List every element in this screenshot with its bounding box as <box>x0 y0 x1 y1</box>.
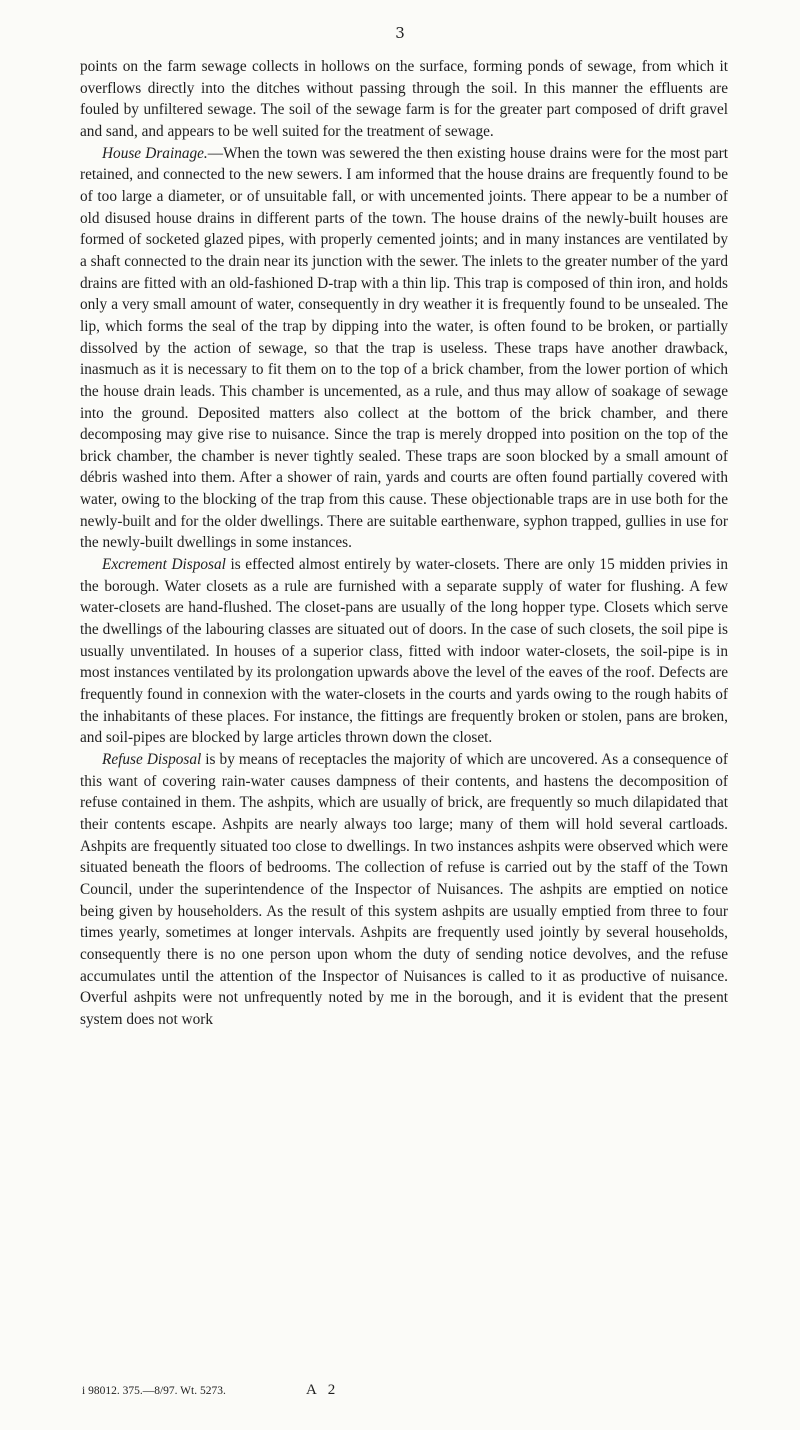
page-number: 3 <box>395 24 405 42</box>
page-footer <box>82 1382 728 1398</box>
print-code: i 98012. 375.—8/97. Wt. 5273. <box>82 1385 226 1397</box>
section-heading-refuse-disposal: Refuse Disposal <box>102 751 202 768</box>
paragraph-text: points on the farm sewage collects in hollows on the surface, forming ponds of sewage, from which it overflows directly into the ditches without passing through the soil. In this manner the effluents are fouled by unfiltered sewage. The soil of the sewage farm is for the greater part composed of drift gravel and sand, and appears to be well suited for the treatment of sewage. <box>80 58 728 140</box>
signature-mark: A 2 <box>306 1382 340 1398</box>
paragraph-sewage-farm <box>80 56 728 143</box>
paragraph-text: is effected almost entirely by water-closets. There are only 15 midden privies in the borough. Water closets as a rule are furnished with a separate supply of water for flushing. A few water-closets are hand-flushed. The closet-pans are usually of the long hopper type. Closets which serve the dwellings of the labouring classes are situated out of doors. In the case of such closets, the soil pipe is usually unventilated. In houses of a superior class, fitted with indoor water-closets, the soil-pipe is in most instances ventilated by its prolongation upwards above the level of the eaves of the roof. Defects are frequently found in connexion with the water-closets in the courts and yards owing to the rough habits of the inhabitants of these places. For instance, the fittings are frequently broken or stolen, pans are broken, and soil-pipes are blocked by large articles thrown down the closet. <box>80 556 728 747</box>
document-body <box>80 56 728 1031</box>
section-heading-excrement-disposal: Excrement Disposal <box>102 556 226 574</box>
paragraph-text: is by means of receptacles the majority of which are uncovered. As a consequence of this want of covering rain-water causes dampness of their contents, and hastens the decomposition of refuse contained in them. The ashpits, which are usually of brick, are frequently so much dilapidated that their contents escape. Ashpits are nearly always too large; many of them will hold several cartloads. Ashpits are frequently situated too close to dwellings. In two instances ashpits were observed which were situated beneath the floors of bedrooms. The collection of refuse is carried out by the staff of the Town Council, under the superintendence of the Inspector of Nuisances. The ashpits are emptied on notice being given by householders. As the result of this system ashpits are usually emptied from three to four times yearly, sometimes at longer intervals. Ashpits are frequently used jointly by several households, consequently there is no one person upon whom the duty of sending notice devolves, and the refuse accumulates until the attention of the Inspector of Nuisances is called to it as productive of nuisance. Overful ashpits were not unfrequently noted by me in the borough, and it is evident that the present system does not work <box>80 751 728 1028</box>
section-heading-house-drainage: House Drainage. <box>102 144 208 162</box>
paragraph-text: —When the town was sewered the then existing house drains were for the most part retained, and connected to the new sewers. I am informed that the house drains are frequently found to be of too large a diameter, or of unsuitable fall, or with uncemented joints. There appear to be a number of old disused house drains in different parts of the town. The house drains of the newly-built houses are formed of socketed glazed pipes, with properly cemented joints; and in many instances are ventilated by a shaft connected to the drain near its junction with the sewer. The inlets to the greater number of the yard drains are fitted with an old-fashioned D-trap with a thin lip. This trap is composed of thin iron, and holds only a very small amount of water, consequently in dry weather it is frequently found to be unsealed. The lip, which forms the seal of the trap by dipping into the water, is often found to be broken, or partially dissolved by the action of sewage, so that the trap is useless. These traps have another drawback, inasmuch as it is necessary to fit them on to the top of a brick chamber, from the lower portion of which the house drain leads. This chamber is uncemented, as a rule, and thus may allow of soakage of sewage into the ground. Deposited matters also collect at the bottom of the brick chamber, and there decomposing may give rise to nuisance. Since the trap is merely dropped into position on the top of the brick chamber, the chamber is never tightly sealed. These traps are soon blocked by a small amount of débris washed into them. After a shower of rain, yards and courts are often found partially covered with water, owing to the blocking of the trap from this cause. These objectionable traps are in use both for the newly-built and for the older dwellings. There are suitable earthenware, syphon trapped, gullies in use for the newly-built dwellings in some instances. <box>80 144 728 552</box>
paragraph-excrement-disposal <box>80 554 728 749</box>
paragraph-house-drainage <box>80 143 728 554</box>
paragraph-refuse-disposal <box>80 749 728 1031</box>
